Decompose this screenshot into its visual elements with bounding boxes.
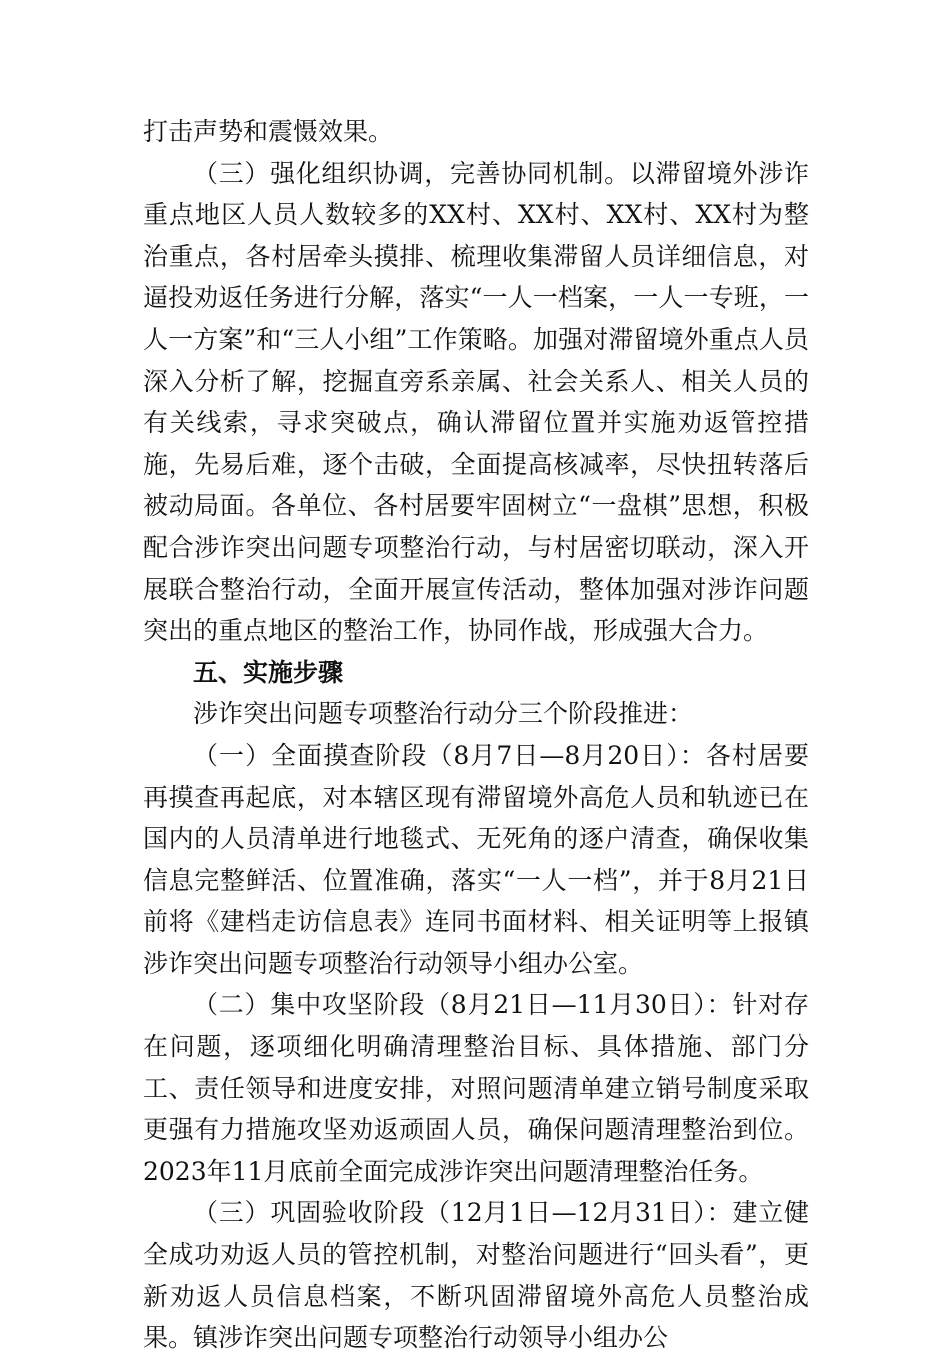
section-heading-implementation-steps: 五、实施步骤 [193, 657, 344, 687]
body-paragraph-stage-three: （三）巩固验收阶段（12月1日—12月31日）：建立健全成功劝返人员的管控机制，对整治问题进行“回头看”，更新劝返人员信息档案，不断巩固滞留境外高危人员整治成果。镇涉诈突出问题专项整治行动领导小组办公 [143, 1198, 809, 1353]
body-paragraph-stage-two: （二）集中攻坚阶段（8月21日—11月30日）：针对存在问题，逐项细化明确清理整治目标、具体措施、部门分工、责任领导和进度安排，对照问题清单建立销号制度采取更强有力措施攻坚劝返顽固人员，确保问题清理整治到位。2023年11月底前全面完成涉诈突出问题清理整治任务。 [143, 990, 809, 1186]
body-paragraph-coordination: （三）强化组织协调，完善协同机制。以滞留境外涉诈重点地区人员人数较多的XX村、XX村、XX村、XX村为整治重点，各村居牵头摸排、梳理收集滞留人员详细信息，对逼投劝返任务进行分解，落实“一人一档案，一人一专班，一人一方案”和“三人小组”工作策略。加强对滞留境外重点人员深入分析了解，挖掘直旁系亲属、社会关系人、相关人员的有关线索，寻求突破点，确认滞留位置并实施劝返管控措施，先易后难，逐个击破，全面提高核减率，尽快扭转落后被动局面。各单位、各村居要牢固树立“一盘棋”思想，积极配合涉诈突出问题专项整治行动，与村居密切联动，深入开展联合整治行动，全面开展宣传活动，整体加强对涉诈问题突出的重点地区的整治工作，协同作战，形成强大合力。 [143, 158, 809, 646]
document-body [143, 111, 809, 1359]
body-paragraph-stages-intro: 涉诈突出问题专项整治行动分三个阶段推进： [193, 699, 694, 729]
body-paragraph-stage-one: （一）全面摸查阶段（8月7日—8月20日）：各村居要再摸查再起底，对本辖区现有滞留境外高危人员和轨迹已在国内的人员清单进行地毯式、无死角的逐户清查，确保收集信息完整鲜活、位置准确，落实“一人一档”，并于8月21日前将《建档走访信息表》连同书面材料、相关证明等上报镇涉诈突出问题专项整治行动领导小组办公室。 [143, 740, 809, 978]
continuation-paragraph: 打击声势和震慑效果。 [143, 117, 394, 146]
